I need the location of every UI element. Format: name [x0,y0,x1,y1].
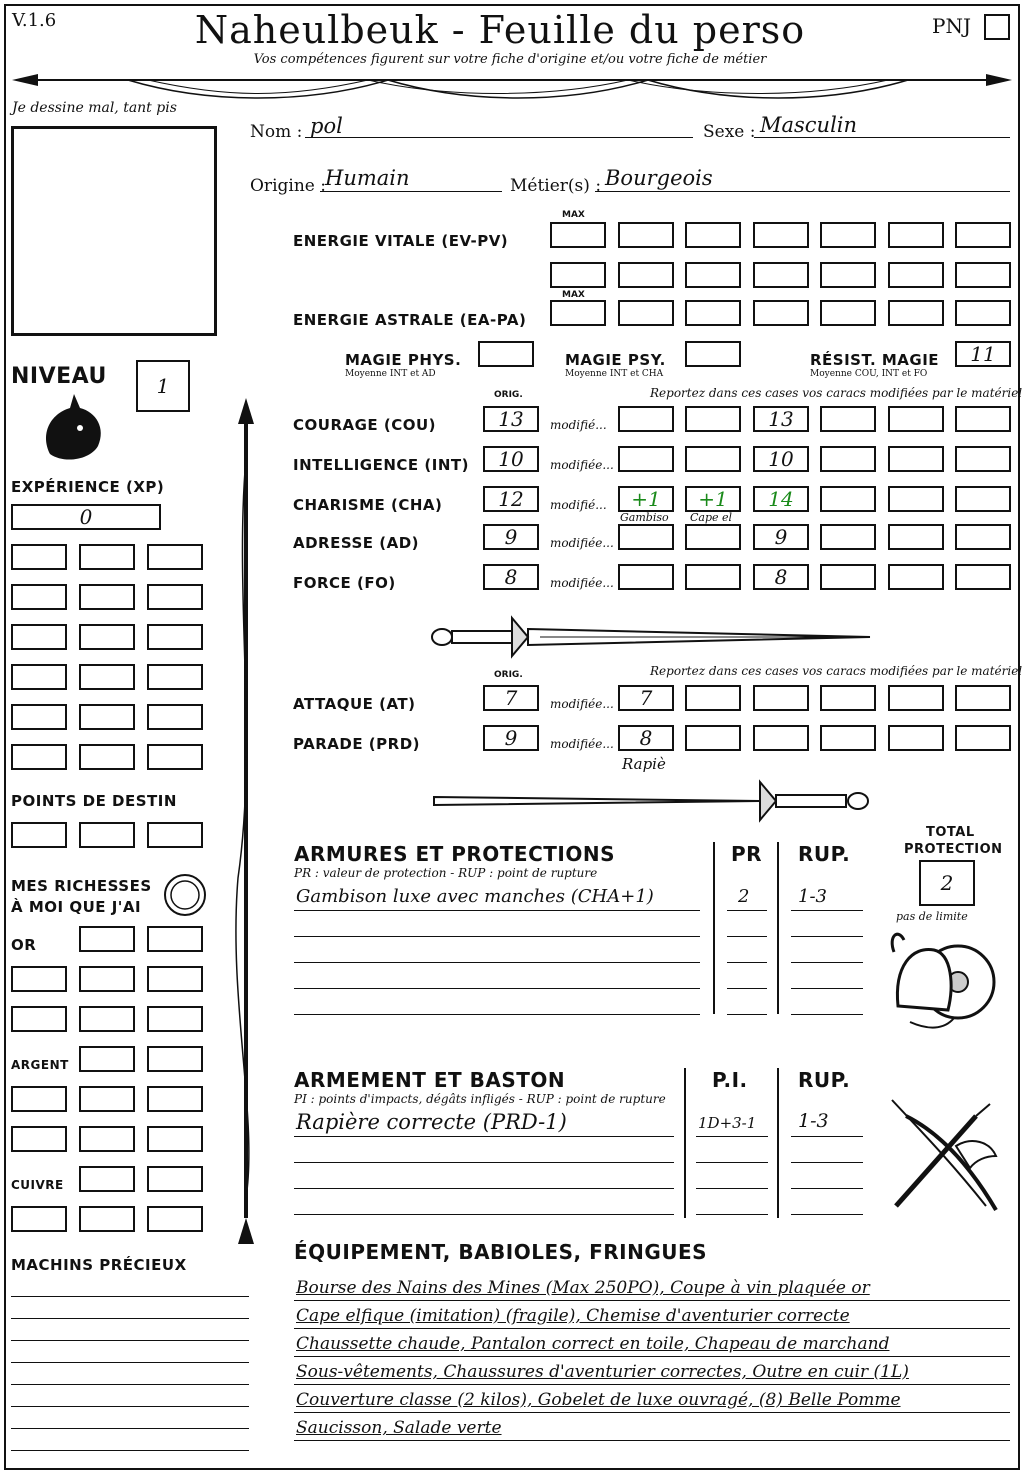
combat-label: ATTAQUE (AT) [293,695,416,713]
armor-name-line[interactable] [294,1014,700,1015]
nom-value: pol [310,114,343,138]
metier-label: Métier(s) : [510,176,602,196]
weapon-rup: 1-3 [798,1110,829,1132]
ea-box[interactable] [820,300,876,326]
armor-rup-label: RUP. [798,842,851,866]
combat-label: PARADE (PRD) [293,735,421,753]
armor-rup-line[interactable] [791,962,863,963]
carac-mod-box[interactable] [820,446,876,472]
equipment-line[interactable] [294,1440,1010,1441]
weapon-name-line[interactable] [294,1188,674,1189]
combat-report-note: Reportez dans ces cases vos caracs modifiées par le matériel [650,664,1023,678]
weapons-pi-label: P.I. [712,1068,748,1092]
carac-mod-value: 13 [768,407,794,431]
weapon-pi-line[interactable] [696,1162,768,1163]
ea-max-label: MAX [562,290,585,300]
weapon-rup-line[interactable] [791,1136,863,1137]
argent-box[interactable] [79,1086,135,1112]
combat-mod-box[interactable] [888,685,944,711]
weapon-pi-line[interactable] [696,1188,768,1189]
xp-box[interactable] [147,584,203,610]
magie-psy-note: Moyenne INT et CHA [565,369,664,379]
niveau-value: 1 [156,374,170,398]
magie-psy-value [685,341,741,367]
weapon-pi-line[interactable] [696,1214,768,1215]
carac-mod-label: modifié... [550,498,607,512]
argent-box[interactable] [79,1126,135,1152]
cuivre-box[interactable] [147,1206,203,1232]
ev-max-label: MAX [562,210,585,220]
carac-orig-value: 9 [504,525,518,549]
or-box[interactable] [147,926,203,952]
cuivre-box[interactable] [79,1206,135,1232]
carac-orig-value: 13 [498,407,524,431]
carac-mod-box[interactable] [888,446,944,472]
weapon-name-line[interactable] [294,1136,674,1137]
xp-box[interactable] [79,544,135,570]
total-protection-value: 2 [940,871,954,895]
carac-mod-value: 10 [768,447,794,471]
armor-pr-line[interactable] [727,962,767,963]
magie-psy-label: MAGIE PSY. [565,351,666,369]
version-label: V.1.6 [12,10,57,31]
armor-name-line[interactable] [294,962,700,963]
ea-box[interactable] [753,300,809,326]
ev-box[interactable] [685,262,741,288]
combat-mod-label: modifiée... [550,697,614,711]
equipment-title: ÉQUIPEMENT, BABIOLES, FRINGUES [294,1240,708,1264]
magie-phys-value [478,341,534,367]
carac-mod-box[interactable] [888,486,944,512]
xp-box[interactable] [11,744,67,770]
combat-mod-box[interactable] [955,725,1011,751]
carac-label: COURAGE (COU) [293,416,437,434]
carac-mod-box[interactable] [820,486,876,512]
ea-label: ENERGIE ASTRALE (EA-PA) [293,311,527,329]
xp-box[interactable] [11,584,67,610]
carac-mod-value: 8 [774,565,788,589]
origine-value: Humain [325,166,410,190]
armor-pr-line[interactable] [727,910,767,911]
resist-magie-note: Moyenne COU, INT et FO [810,369,928,379]
armor-pr-line[interactable] [727,1014,767,1015]
helmet-shield-icon [888,926,1000,1036]
magie-phys-note: Moyenne INT et AD [345,369,436,379]
carac-orig-label: ORIG. [494,390,523,400]
weapons-col-divider-1 [684,1068,686,1218]
combat-mod-value: 7 [639,686,653,710]
combat-orig-value: 9 [504,726,518,750]
nom-field[interactable] [305,110,693,138]
carac-mod-value: +1 [631,487,661,511]
carac-mod-label: modifiée... [550,536,614,550]
ev-label: ENERGIE VITALE (EV-PV) [293,232,509,250]
combat-mod-box[interactable] [820,685,876,711]
dragon-icon [40,394,106,464]
magie-phys-label: MAGIE PHYS. [345,351,462,369]
armor-rup-line[interactable] [791,910,863,911]
machins-line[interactable] [11,1428,249,1429]
armor-name-line[interactable] [294,988,700,989]
argent-label: ARGENT [11,1058,69,1072]
ev-box[interactable] [550,222,606,248]
equipment-line[interactable] [294,1412,1010,1413]
machins-line[interactable] [11,1362,249,1363]
xp-box[interactable] [147,744,203,770]
equipment-line[interactable] [294,1328,1010,1329]
carac-label: CHARISME (CHA) [293,496,443,514]
carac-mod-value: 14 [768,487,794,511]
equipment-text: Bourse des Nains des Mines (Max 250PO), Coupe à vin plaquée or [296,1278,870,1298]
or-box[interactable] [79,926,135,952]
origine-label: Origine : [250,176,326,196]
destin-box[interactable] [11,822,67,848]
combat-mod-value: 8 [639,726,653,750]
equipment-text: Couverture classe (2 kilos), Gobelet de luxe ouvragé, (8) Belle Pomme [296,1390,901,1410]
carac-label: FORCE (FO) [293,574,396,592]
equipment-text: Chaussette chaude, Pantalon correct en toile, Chapeau de marchand [296,1334,890,1354]
carac-mod-value [685,446,741,472]
resist-magie-label: RÉSIST. MAGIE [810,351,940,369]
weapons-col-divider-2 [777,1068,779,1218]
pnj-checkbox[interactable] [984,14,1010,40]
machins-label: MACHINS PRÉCIEUX [11,1256,187,1274]
xp-box[interactable] [11,664,67,690]
carac-mod-box[interactable] [955,406,1011,432]
armor-note: PR : valeur de protection - RUP : point de rupture [294,866,598,880]
or-label: OR [11,936,37,954]
carac-mod-box[interactable] [820,406,876,432]
combat-mod-box[interactable] [955,685,1011,711]
ev-box[interactable] [888,262,944,288]
destin-box[interactable] [147,822,203,848]
carac-mod-value [618,406,674,432]
carac-mod-box[interactable] [888,564,944,590]
machins-line[interactable] [11,1450,249,1451]
richesses-label-2: À MOI QUE J'AI [11,898,142,916]
armor-name-line[interactable] [294,910,700,911]
carac-mod-box[interactable] [820,524,876,550]
weapon-name: Rapière correcte (PRD-1) [296,1110,567,1134]
argent-box[interactable] [11,1126,67,1152]
or-box[interactable] [11,1006,67,1032]
armor-rup-line[interactable] [791,936,863,937]
armor-name: Gambison luxe avec manches (CHA+1) [296,886,654,907]
carac-mod-value: 9 [774,525,788,549]
or-box[interactable] [79,1006,135,1032]
carac-mod-box[interactable] [955,524,1011,550]
weapon-name-line[interactable] [294,1162,674,1163]
carac-mod-value [685,564,741,590]
machins-line[interactable] [11,1406,249,1407]
weapons-note: PI : points d'impacts, dégâts infligés - RUP : point de rupture [294,1092,666,1106]
combat-mod-box[interactable] [820,725,876,751]
carac-mod-value [618,446,674,472]
carac-mod-value [618,564,674,590]
carac-mod-box[interactable] [820,564,876,590]
carac-mod-box[interactable] [888,406,944,432]
sheet-subtitle: Vos compétences figurent sur votre fiche d'origine et/ou votre fiche de métier [253,52,767,67]
equipment-text: Cape elfique (imitation) (fragile), Chemise d'aventurier correcte [296,1306,850,1326]
weapons-title: ARMEMENT ET BASTON [294,1068,566,1092]
ev-box[interactable] [820,222,876,248]
equipment-text: Saucisson, Salade verte [296,1418,502,1438]
carac-mod-box[interactable] [955,486,1011,512]
argent-box[interactable] [11,1086,67,1112]
sexe-label: Sexe : [703,122,756,142]
ev-box[interactable] [618,262,674,288]
ev-box[interactable] [618,222,674,248]
argent-box[interactable] [147,1086,203,1112]
portrait-box[interactable] [11,126,217,336]
carac-mod-value [685,406,741,432]
combat-mod-box[interactable] [753,685,809,711]
total-protection-label-1: TOTAL [926,825,975,840]
or-box[interactable] [79,966,135,992]
ev-box[interactable] [888,222,944,248]
xp-box[interactable] [11,624,67,650]
weapon-pi-line[interactable] [696,1136,768,1137]
sexe-value: Masculin [760,113,858,137]
combat-mod-note: Rapiè [622,755,666,773]
machins-line[interactable] [11,1318,249,1319]
richesses-label-1: MES RICHESSES [11,877,152,895]
xp-box[interactable] [11,544,67,570]
armor-pr: 2 [738,886,750,907]
carac-mod-value [618,524,674,550]
weapon-pi: 1D+3-1 [698,1114,757,1132]
carac-mod-box[interactable] [955,446,1011,472]
xp-box[interactable] [147,624,203,650]
carac-orig-value: 8 [504,565,518,589]
xp-box[interactable] [147,544,203,570]
carac-mod-label: modifiée... [550,458,614,472]
limit-note: pas de limite [896,910,968,923]
coin-icon [162,872,208,918]
xp-box[interactable] [79,744,135,770]
cuivre-box[interactable] [147,1166,203,1192]
combat-mod-box[interactable] [888,725,944,751]
armor-rup: 1-3 [798,886,827,907]
carac-report-note: Reportez dans ces cases vos caracs modifiées par le matériel [650,386,1023,400]
combat-mod-box[interactable] [685,725,741,751]
ev-box[interactable] [955,222,1011,248]
sword-icon [430,778,876,824]
cuivre-box[interactable] [11,1206,67,1232]
ev-box[interactable] [955,262,1011,288]
carac-orig-value: 10 [498,447,524,471]
armor-name-line[interactable] [294,936,700,937]
combat-mod-box[interactable] [753,725,809,751]
metier-value: Bourgeois [605,166,713,190]
armor-col-divider-1 [713,842,715,1014]
armor-rup-line[interactable] [791,988,863,989]
equipment-line[interactable] [294,1300,1010,1301]
ev-box[interactable] [820,262,876,288]
sheet-title: Naheulbeuk - Feuille du perso [194,8,806,52]
carac-orig-value: 12 [498,487,524,511]
carac-mod-box[interactable] [955,564,1011,590]
combat-orig-label: ORIG. [494,670,523,680]
ev-box[interactable] [753,222,809,248]
argent-box[interactable] [147,1126,203,1152]
xp-box[interactable] [79,664,135,690]
total-protection-label-2: PROTECTION [904,842,1003,857]
carac-mod-label: modifiée... [550,576,614,590]
ev-box[interactable] [753,262,809,288]
ev-box[interactable] [550,262,606,288]
xp-box[interactable] [147,664,203,690]
pnj-label: PNJ [932,14,971,38]
destin-box[interactable] [79,822,135,848]
equipment-line[interactable] [294,1384,1010,1385]
crossed-weapons-icon [886,1096,1010,1220]
weapon-rup-line[interactable] [791,1214,863,1215]
ea-box[interactable] [618,300,674,326]
armor-rup-line[interactable] [791,1014,863,1015]
ev-box[interactable] [685,222,741,248]
ea-box[interactable] [955,300,1011,326]
carac-mod-note: Gambiso [620,511,669,524]
weapon-rup-line[interactable] [791,1188,863,1189]
or-box[interactable] [11,966,67,992]
spear-icon [228,398,264,1248]
armor-col-divider-2 [777,842,779,1014]
argent-box[interactable] [147,1046,203,1072]
armor-pr-label: PR [731,842,763,866]
carac-mod-value: +1 [698,487,728,511]
resist-magie-value: 11 [970,342,996,366]
xp-box[interactable] [147,704,203,730]
weapons-rup-label: RUP. [798,1068,851,1092]
xp-box[interactable] [79,624,135,650]
carac-label: INTELLIGENCE (INT) [293,456,469,474]
armor-pr-line[interactable] [727,936,767,937]
weapon-name-line[interactable] [294,1214,674,1215]
combat-mod-label: modifiée... [550,737,614,751]
nom-label: Nom : [250,122,303,142]
xp-box[interactable] [79,584,135,610]
armor-pr-line[interactable] [727,988,767,989]
niveau-label: NIVEAU [11,364,107,389]
argent-box[interactable] [79,1046,135,1072]
combat-mod-box[interactable] [685,685,741,711]
sword-icon [430,614,876,660]
carac-mod-note: Cape el [690,511,733,524]
or-box[interactable] [147,966,203,992]
carac-mod-value [685,524,741,550]
machins-line[interactable] [11,1384,249,1385]
combat-orig-value: 7 [504,686,518,710]
cuivre-box[interactable] [79,1166,135,1192]
carac-mod-label: modifié... [550,418,607,432]
ea-box[interactable] [685,300,741,326]
xp-label: EXPÉRIENCE (XP) [11,478,165,496]
equipment-line[interactable] [294,1356,1010,1357]
weapon-rup-line[interactable] [791,1162,863,1163]
carac-label: ADRESSE (AD) [293,534,420,552]
armor-title: ARMURES ET PROTECTIONS [294,842,615,866]
portrait-caption: Je dessine mal, tant pis [12,100,177,116]
or-box[interactable] [147,1006,203,1032]
ea-box[interactable] [550,300,606,326]
destin-label: POINTS DE DESTIN [11,792,177,810]
machins-line[interactable] [11,1340,249,1341]
carac-mod-box[interactable] [888,524,944,550]
xp-value: 0 [79,505,93,529]
cuivre-label: CUIVRE [11,1178,64,1192]
xp-box[interactable] [11,704,67,730]
machins-line[interactable] [11,1296,249,1297]
equipment-text: Sous-vêtements, Chaussures d'aventurier correctes, Outre en cuir (1L) [296,1362,909,1382]
xp-box[interactable] [79,704,135,730]
ea-box[interactable] [888,300,944,326]
